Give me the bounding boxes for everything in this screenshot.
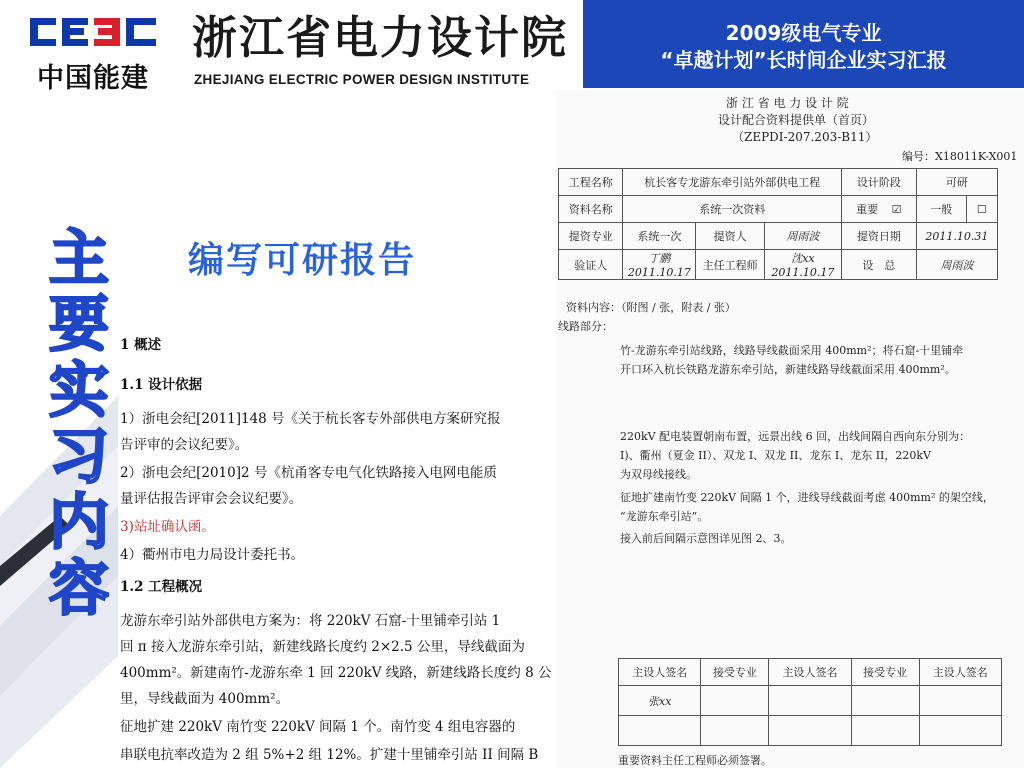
form-title-2: 设计配合资料提供单（首页）	[718, 113, 875, 127]
handwritten-signature: 丁鹏 2011.10.17	[623, 250, 696, 280]
table-row	[619, 686, 1002, 716]
table-row	[559, 223, 998, 250]
table-cell	[841, 196, 916, 223]
table-header: 主设人签名	[769, 659, 851, 686]
report-line: 征地扩建 220kV 南竹变 220kV 间隔 1 个。南竹变 4 组电容器的	[120, 719, 516, 735]
form-paragraph-line: 征地扩建南竹变 220kV 间隔 1 个，进线导线截面考虑 400mm² 的架空线，	[620, 491, 994, 504]
slide-subtitle: 编写可研报告	[188, 240, 417, 281]
table-cell	[619, 716, 701, 746]
form-paragraph-line: I)、衢州（夏金 II）、双龙 I、双龙 II、龙东 I、龙东 II，220kV	[620, 449, 931, 462]
table-cell	[919, 686, 1002, 716]
table-row	[619, 659, 1002, 686]
form-number: 编号：X18011K-X001	[902, 150, 1018, 163]
report-line: 里，导线截面为 400mm²。	[120, 691, 290, 707]
institute-name-en: ZHEJIANG ELECTRIC POWER DESIGN INSTITUTE	[194, 72, 530, 87]
report-line: 3)站址确认函。	[120, 519, 215, 535]
table-cell: 工程名称	[559, 169, 623, 196]
form-title-3: （ZEPDI-207.203-B11）	[732, 130, 878, 144]
table-cell	[851, 716, 919, 746]
vertical-title-char: 习	[49, 422, 109, 492]
table-header: 主设人签名	[619, 659, 701, 686]
table-cell: 提资日期	[841, 223, 916, 250]
form-paragraph-line: 开口环入杭长铁路龙游东牵引站，新建线路导线截面采用 400mm²。	[620, 363, 956, 376]
table-row	[559, 250, 998, 280]
table-cell: 设计阶段	[841, 169, 916, 196]
form-signature-table	[618, 658, 1002, 746]
banner-line-2: “卓越计划”长时间企业实习汇报	[660, 48, 947, 72]
table-cell: 一般	[916, 196, 966, 223]
table-row	[619, 716, 1002, 746]
table-cell: 验证人	[559, 250, 623, 280]
table-cell	[769, 716, 851, 746]
form-line-section: 线路部分：	[558, 320, 613, 333]
title-banner	[583, 0, 1024, 88]
table-cell-label: 重要	[856, 203, 879, 216]
form-content-label: 资料内容：（附图 / 张，附表 / 张）	[566, 301, 736, 314]
table-header: 主设人签名	[919, 659, 1002, 686]
table-cell: 可研	[916, 169, 997, 196]
form-paragraph-line: 220kV 配电装置朝南布置，远景出线 6 回，出线间隔自西向东分别为：	[620, 430, 971, 443]
form-footer-note: 重要资料主任工程师必须签署。	[618, 754, 772, 767]
handwritten-date: 2011.10.31	[916, 223, 997, 250]
table-cell	[769, 686, 851, 716]
table-header: 接受专业	[851, 659, 919, 686]
form-paragraph-line: 为双母线接线。	[620, 468, 697, 481]
handwritten-signature: 周雨波	[764, 223, 841, 250]
form-info-table	[558, 168, 998, 280]
table-cell	[701, 686, 769, 716]
table-cell: 杭长客专龙游东牵引站外部供电工程	[623, 169, 841, 196]
table-cell: 设 总	[841, 250, 916, 280]
report-line: 400mm²。新建南竹-龙游东牵 1 回 220kV 线路，新建线路长度约 8 公	[120, 665, 552, 681]
table-cell: 主任工程师	[696, 250, 765, 280]
report-line: 龙游东牵引站外部供电方案为：将 220kV 石窟-十里铺牵引站 1	[120, 613, 501, 629]
table-cell: 系统一次	[623, 223, 696, 250]
vertical-title-char: 要	[49, 290, 109, 360]
vertical-title	[44, 226, 114, 622]
form-title-1: 浙 江 省 电 力 设 计 院	[726, 96, 849, 110]
table-header: 接受专业	[701, 659, 769, 686]
vertical-title-char: 容	[49, 554, 109, 624]
report-line: 4）衢州市电力局设计委托书。	[120, 547, 305, 563]
report-line: 告评审的会议纪要》。	[120, 437, 249, 453]
report-document	[120, 325, 590, 768]
left-decorative-strip	[0, 96, 118, 768]
header-logo-area	[0, 0, 580, 96]
ceec-logo-icon	[28, 14, 158, 50]
scanned-form	[556, 90, 1024, 768]
report-line: 串联电抗率改造为 2 组 5%+2 组 12%。扩建十里铺牵引站 II 间隔 B	[120, 747, 539, 763]
report-line: 1.1 设计依据	[120, 377, 203, 393]
form-paragraph-line: 接入前后间隔示意图详见图 2、3。	[620, 532, 792, 545]
logo-chinese-name: 中国能建	[37, 63, 149, 94]
report-line: 1.2 工程概况	[120, 579, 203, 595]
report-line: 回 π 接入龙游东牵引站，新建线路长度约 2×2.5 公里，导线截面为	[120, 639, 525, 655]
checked-box-icon: ☑	[891, 203, 902, 216]
table-cell: 提资人	[696, 223, 765, 250]
vertical-title-char: 主	[49, 224, 109, 294]
handwritten-signature: 周雨波	[916, 250, 997, 280]
banner-line-1: 2009级电气专业	[725, 21, 882, 45]
institute-name-cn: 浙江省电力设计院	[192, 11, 569, 64]
table-cell: 资料名称	[559, 196, 623, 223]
table-cell	[851, 686, 919, 716]
table-row	[559, 169, 998, 196]
vertical-title-char: 内	[49, 488, 109, 558]
handwritten-signature: 沈xx 2011.10.17	[764, 250, 841, 280]
table-row	[559, 196, 998, 223]
report-line: 量评估报告评审会会议纪要》。	[120, 491, 303, 507]
table-cell	[919, 716, 1002, 746]
form-paragraph-line: “龙游东牵引站”。	[620, 510, 709, 523]
table-cell: 系统一次资料	[623, 196, 841, 223]
form-paragraph-line: 竹-龙游东牵引站线路，线路导线截面采用 400mm²；将石窟-十里铺牵	[620, 344, 964, 357]
vertical-title-char: 实	[49, 356, 109, 426]
unchecked-box-icon: ☐	[966, 196, 997, 223]
handwritten-signature: 张xx	[619, 686, 701, 716]
report-line: 1）浙电会纪[2011]148 号《关于杭长客专外部供电方案研究报	[120, 411, 501, 427]
table-cell	[701, 716, 769, 746]
table-cell: 提资专业	[559, 223, 623, 250]
report-line: 2）浙电会纪[2010]2 号《杭甬客专电气化铁路接入电网电能质	[120, 465, 497, 481]
report-line: 1 概述	[120, 337, 162, 353]
